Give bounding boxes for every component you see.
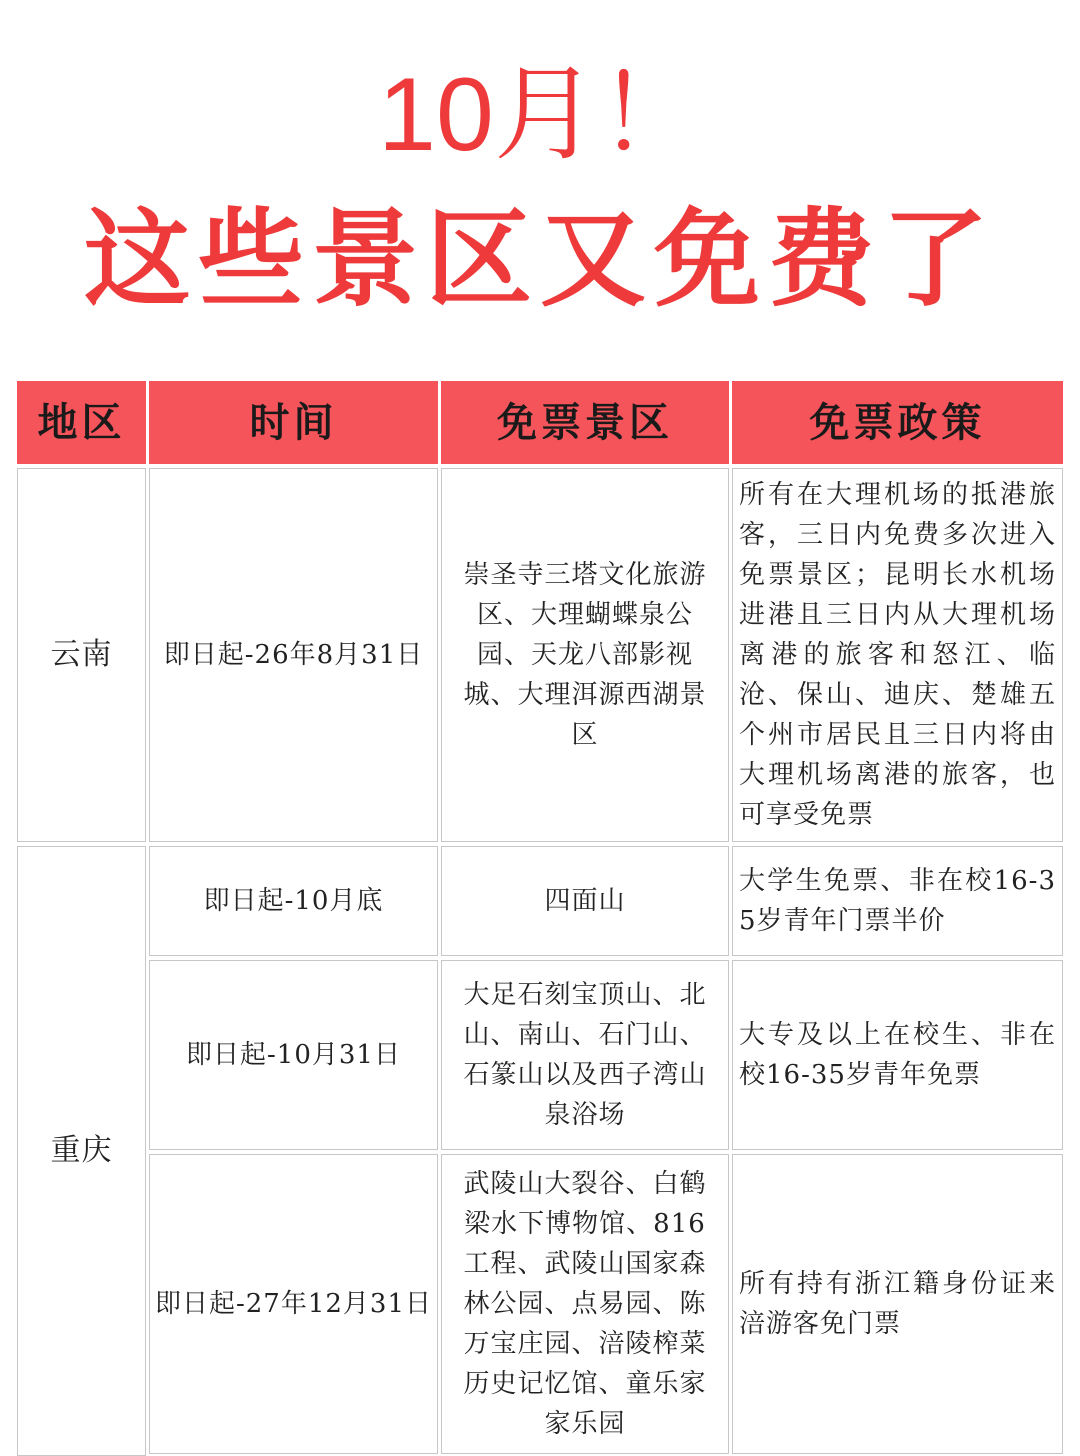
scenic-cell [441, 960, 729, 1150]
policy-text: 所有持有浙江籍身份证来涪游客免门票 [739, 1269, 1056, 1339]
header-region: 地区 [17, 381, 146, 464]
time-text: 即日起-10月底 [203, 886, 384, 916]
policy-text: 大专及以上在校生、非在校16-35岁青年免票 [739, 1020, 1056, 1090]
time-cell [149, 468, 438, 842]
scenic-text: 武陵山大裂谷、白鹤梁水下博物馆、816工程、武陵山国家森林公园、点易园、陈万宝庄园、涪陵榨菜历史记忆馆、童乐家家乐园 [463, 1169, 707, 1439]
scenic-text: 四面山 [544, 886, 626, 916]
policy-cell [732, 846, 1063, 956]
time-text: 即日起-26年8月31日 [163, 640, 424, 670]
header-scenic: 免票景区 [441, 381, 729, 464]
policy-cell [732, 960, 1063, 1150]
region-cell-chongqing [17, 846, 146, 1456]
policy-text: 大学生免票、非在校16-35岁青年门票半价 [739, 866, 1056, 936]
scenic-text: 大足石刻宝顶山、北山、南山、石门山、石篆山以及西子湾山泉浴场 [463, 980, 707, 1130]
policy-cell [732, 468, 1063, 842]
region-label: 云南 [50, 637, 113, 672]
time-cell [149, 846, 438, 956]
page-title-line2: 这些景区又免费了 [84, 198, 996, 321]
header-policy: 免票政策 [732, 381, 1063, 464]
time-cell [149, 960, 438, 1150]
time-text: 即日起-27年12月31日 [154, 1289, 433, 1319]
scenic-cell [441, 846, 729, 956]
policy-cell [732, 1154, 1063, 1454]
time-text: 即日起-10月31日 [186, 1040, 401, 1070]
scenic-cell [441, 468, 729, 842]
page-title-line1: 10月！ [378, 57, 702, 173]
header-time: 时间 [149, 381, 438, 464]
region-label: 重庆 [50, 1133, 113, 1168]
time-cell [149, 1154, 438, 1454]
region-cell-yunnan [17, 468, 146, 842]
scenic-cell [441, 1154, 729, 1454]
scenic-text: 崇圣寺三塔文化旅游区、大理蝴蝶泉公园、天龙八部影视城、大理洱源西湖景区 [463, 560, 707, 750]
policy-text: 所有在大理机场的抵港旅客，三日内免费多次进入免票景区；昆明长水机场进港且三日内从大理机场离港的旅客和怒江、临沧、保山、迪庆、楚雄五个州市居民且三日内将由大理机场离港的旅客，也可享受免票 [739, 480, 1056, 830]
